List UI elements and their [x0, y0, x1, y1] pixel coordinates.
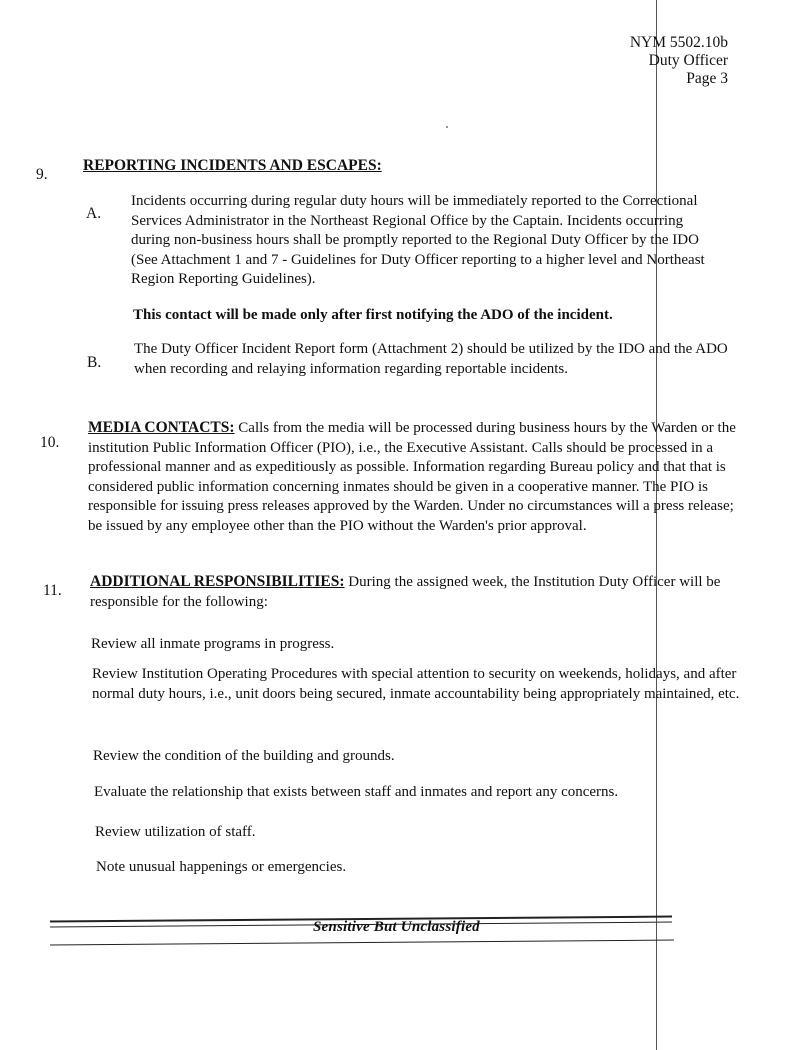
section-body	[90, 572, 730, 612]
footer-rule-bottom	[50, 940, 674, 946]
item-text: Incidents occurring during regular duty hours will be immediately reported to the Correctional Services Administrator in the Northeast Regional Office by the Captain. Incidents occurring during non-business hours shall be promptly reported to the Regional Duty Officer by the IDO (See Attachment 1 and 7 - Guidelines for Duty Officer reporting to a higher level and Northeast Region Reporting Guidelines).	[131, 193, 705, 287]
classification-label: Sensitive But Unclassified	[313, 919, 480, 935]
item-text: The Duty Officer Incident Report form (Attachment 2) should be utilized by the IDO and the ADO when recording and relaying information regarding reportable incidents.	[134, 341, 728, 377]
item-letter: B.	[87, 354, 102, 371]
page-header	[630, 34, 728, 88]
document-title: Duty Officer	[648, 52, 728, 69]
responsibility-item: Review the condition of the building and grounds.	[93, 748, 395, 764]
responsibility-item: Review Institution Operating Procedures with special attention to security on weekends, holidays, and after normal duty hours, i.e., unit doors being secured, inmate accountability being appropriately maintained, etc.	[92, 666, 740, 702]
section-title: MEDIA CONTACTS:	[88, 419, 235, 436]
document-number: NYM 5502.10b	[629, 34, 728, 51]
responsibility-item: Note unusual happenings or emergencies.	[96, 859, 347, 875]
section-number: 10.	[40, 434, 60, 451]
responsibility-item: Review utilization of staff.	[95, 824, 256, 840]
item-letter: A.	[86, 205, 102, 222]
responsibility-item: Evaluate the relationship that exists between staff and inmates and report any concerns.	[94, 784, 619, 800]
section-text: During the assigned week, the Institution Duty Officer will be responsible for the following:	[90, 574, 721, 610]
page-number: Page 3	[686, 70, 728, 87]
section-number: 11.	[43, 582, 62, 599]
section-text: Calls from the media will be processed during business hours by the Warden or the institution Public Information Officer (PIO), i.e., the Executive Assistant. Calls should be processed in a professional manner and as expeditiously as possible. Information regarding Bureau policy and that that is considered public information concerning inmates should be given in a cooperative manner. The PIO is responsible for issuing press releases approved by the Warden. Under no circumstances will a press release; be issued by any employee other than the PIO without the Warden's prior approval.	[88, 420, 736, 534]
section-number: 9.	[36, 166, 48, 183]
section-body	[88, 418, 738, 536]
item-note: This contact will be made only after first notifying the ADO of the incident.	[133, 307, 613, 323]
section-title: ADDITIONAL RESPONSIBILITIES:	[90, 573, 345, 590]
scan-speck	[446, 126, 448, 128]
section-title: REPORTING INCIDENTS AND ESCAPES:	[83, 157, 382, 174]
responsibility-item: Review all inmate programs in progress.	[91, 636, 335, 652]
